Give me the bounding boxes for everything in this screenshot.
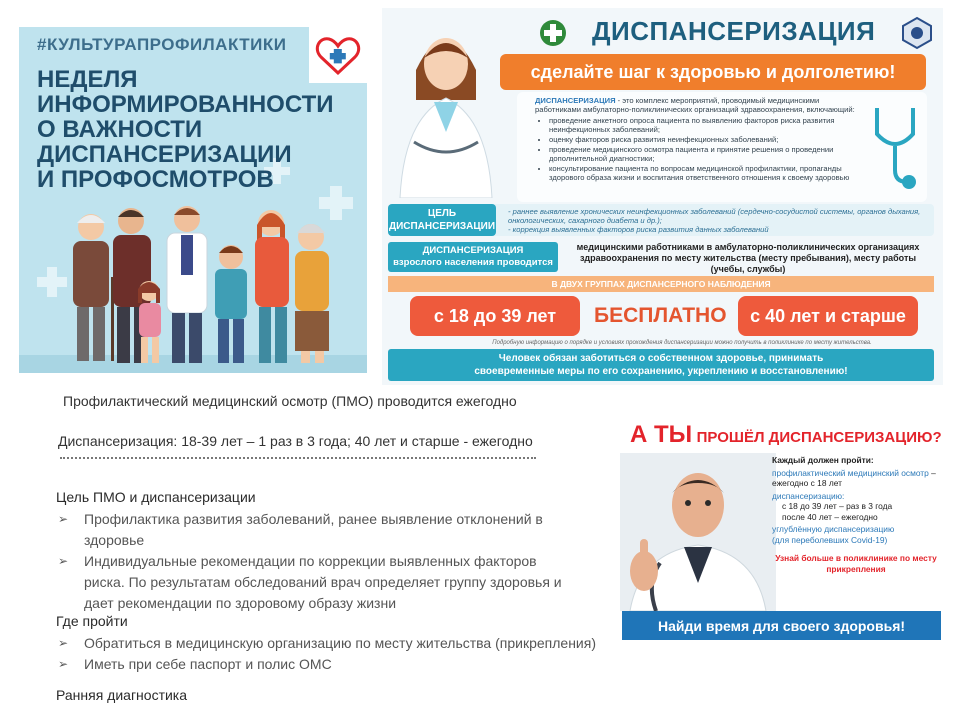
headline-line: И ПРОФОСМОТРОВ: [37, 166, 274, 193]
find-time-banner: Найди время для своего здоровья!: [622, 611, 941, 640]
dispanserization-frequency-line: Диспансеризация: 18-39 лет – 1 раз в 3 года; 40 лет и старше - ежегодно: [58, 433, 533, 449]
headline: [37, 67, 367, 192]
definition-term: ДИСПАНСЕРИЗАЦИЯ: [535, 96, 616, 105]
adult-label: [388, 242, 558, 272]
where-heading: Где пройти: [56, 613, 128, 629]
poster-did-you-pass: [620, 405, 943, 640]
requirement-deep-note: (для переболевших Covid-19): [772, 534, 888, 545]
requirement-pmo-frequency: – ежегодно с 18 лет: [772, 467, 936, 488]
goal-text: [508, 207, 928, 234]
bottom-message: [388, 349, 934, 381]
ministry-logo-icon: [900, 16, 934, 50]
definition-list: [535, 116, 855, 182]
heart-cross-icon: [309, 27, 367, 83]
free-label: БЕСПЛАТНО: [594, 304, 727, 327]
headline-line: ДИСПАНСЕРИЗАЦИИ: [37, 141, 292, 168]
goal-list: [58, 509, 578, 614]
poster-dispanserization: [382, 8, 943, 385]
list-item: • оценку факторов риска развития неинфекционных заболеваний;: [549, 135, 855, 144]
requirement-deep-name: углублённую диспансеризацию: [772, 524, 895, 534]
age-group-old: с 40 лет и старше: [738, 296, 918, 336]
small-note: Подробную информацию о порядке и условиях прохождения диспансеризации можно получить в поликлинике по месту жительства.: [492, 340, 872, 346]
goal-heading: Цель ПМО и диспансеризации: [56, 489, 256, 505]
requirements-lead: Каждый должен пройти:: [772, 455, 874, 465]
question-heading: [630, 421, 942, 449]
doctor-woman-illustration: [386, 12, 506, 198]
dotted-divider: [60, 457, 536, 459]
adult-label-line: ДИСПАНСЕРИЗАЦИЯ: [422, 245, 524, 256]
requirement-dispanserization: [772, 491, 940, 523]
poster-prevention-week: [19, 27, 367, 373]
info-text-document: [30, 385, 620, 720]
question-big: А ТЫ: [630, 421, 693, 448]
family-illustration: [19, 197, 367, 373]
groups-label: В ДВУХ ГРУППАХ ДИСПАНСЕРНОГО НАБЛЮДЕНИЯ: [388, 276, 934, 292]
exclamation-icon: !: [396, 351, 406, 382]
goal-label: [388, 204, 496, 236]
goal-row: [388, 204, 934, 236]
adult-label-line: взрослого населения проводится: [393, 257, 553, 268]
requirement-disp-name: диспансеризацию:: [772, 490, 845, 501]
doctor-photo: [620, 453, 776, 611]
list-item: ➢ Профилактика развития заболеваний, ранее выявление отклонений в здоровье: [58, 509, 578, 551]
headline-line: О ВАЖНОСТИ: [37, 116, 203, 143]
poster-title: ДИСПАНСЕРИЗАЦИЯ: [592, 16, 876, 46]
call-to-action: Узнай больше в поликлинике по месту прикрепления: [775, 553, 937, 574]
requirements-list: [772, 455, 940, 574]
stethoscope-icon: [867, 102, 923, 192]
headline-line: НЕДЕЛЯ: [37, 66, 138, 93]
definition-block: [517, 92, 927, 202]
goal-label-line: ЦЕЛЬ: [427, 208, 457, 219]
early-diagnostics-heading: Ранняя диагностика: [56, 687, 188, 703]
where-list: [58, 633, 618, 675]
adult-text: медицинскими работниками в амбулаторно-поликлинических организациях здравоохранения по месту жительства (месту пребывания), месту работы (учебы, службы): [576, 242, 920, 274]
goal-item: - раннее выявление хронических неинфекционных заболеваний (сердечно-сосудистой системы, органов дыхания, онкологических, сахарного диабета и др.);: [508, 207, 921, 225]
hashtag: #КУЛЬТУРАПРОФИЛАКТИКИ: [37, 35, 287, 54]
list-item: • проведение медицинского осмотра пациента и принятие решения о проведении дополнительной диагностики;: [549, 145, 855, 163]
bottom-line: Человек обязан заботиться о собственном здоровье, принимать: [498, 353, 824, 364]
medical-emblem-icon: [538, 18, 568, 48]
list-item: ➢ Индивидуальные рекомендации по коррекции выявленных факторов риска. По результатам обследований врач определяет группу здоровья и дает рекомендации по здоровому образу жизни: [58, 551, 578, 614]
requirement-pmo-name: профилактический медицинский осмотр: [772, 467, 929, 478]
definition-text: [535, 96, 855, 183]
list-item: ➢ Иметь при себе паспорт и полис ОМС: [58, 654, 618, 675]
goal-item: - коррекция выявленных факторов риска развития данных заболеваний: [508, 225, 769, 234]
slogan-ribbon: сделайте шаг к здоровью и долголетию!: [500, 54, 926, 90]
definition-body: - это комплекс мероприятий, проводимый медицинскими работниками амбулаторно-поликлинических организаций здравоохранения, включающий:: [535, 96, 855, 114]
list-item: • проведение анкетного опроса пациента по выявлению факторов риска развития неинфекционных заболеваний;: [549, 116, 855, 134]
age-group-young: с 18 до 39 лет: [410, 296, 580, 336]
question-small: ПРОШЁЛ ДИСПАНСЕРИЗАЦИЮ?: [696, 429, 942, 446]
requirement-disp-young: с 18 до 39 лет – раз в 3 года: [782, 501, 893, 511]
requirement-pmo: [772, 468, 940, 489]
pmo-frequency-line: Профилактический медицинский осмотр (ПМО) проводится ежегодно: [63, 393, 517, 409]
headline-line: ИНФОРМИРОВАННОСТИ: [37, 91, 334, 118]
age-groups-row: [388, 296, 934, 340]
requirement-disp-old: после 40 лет – ежегодно: [782, 511, 878, 522]
bottom-line: своевременные меры по его сохранению, укреплению и восстановлению!: [474, 366, 848, 377]
list-item: ➢ Обратиться в медицинскую организацию по месту жительства (прикрепления): [58, 633, 618, 654]
list-item: • консультирование пациента по вопросам медицинской профилактики, пропаганды здорового образа жизни и воспитания ответственного отношения к своему здоровью: [549, 164, 855, 182]
goal-label-line: ДИСПАНСЕРИЗАЦИИ: [388, 221, 496, 232]
requirement-deep: [772, 524, 940, 545]
